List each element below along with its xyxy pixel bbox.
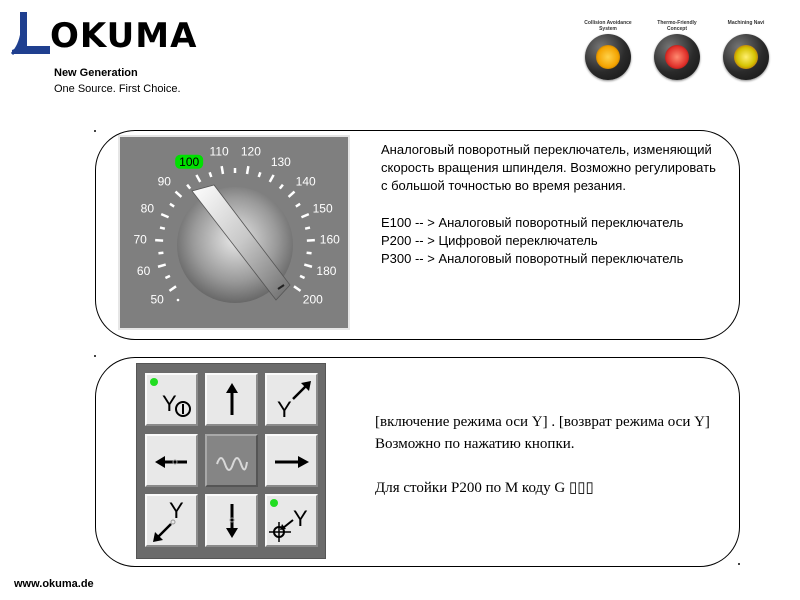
y-mode-icon: [147, 375, 196, 424]
arrow-down-icon: [207, 496, 256, 545]
p200-mcode-text: Для стойки P200 по M коду G ▯▯▯: [375, 480, 594, 496]
dial-label-100: 100: [179, 154, 200, 169]
dial-label-120: 120: [240, 144, 261, 159]
dial-tick: [305, 228, 310, 229]
p200-line: P200 -- > Цифровой переключатель: [381, 232, 598, 248]
okuma-logo: [10, 10, 220, 60]
badge-caption: Machining Navi: [727, 20, 765, 26]
jog-down-button[interactable]: [205, 494, 258, 547]
jog-y-diagonal-up-button[interactable]: [265, 373, 318, 426]
dial-label-150: 150: [312, 201, 333, 216]
dial-label-110: 110: [209, 144, 229, 159]
dial-label-160: 160: [319, 232, 340, 247]
dial-tick: [158, 253, 163, 254]
okuma-logo-mark-icon: [10, 10, 52, 58]
dial-tick: [259, 172, 261, 177]
dial-tick: [210, 172, 212, 177]
arrow-left-icon: [147, 436, 196, 485]
dial-description-text: Аналоговый поворотный переключатель, изменяющий скорость вращения шпинделя. Возможно регулировать с большой точностью во время резания.: [381, 142, 716, 194]
arrow-up-right-y-icon: [267, 375, 316, 424]
logo-wordmark: OKUMA: [50, 16, 198, 56]
wave-icon: [207, 436, 256, 485]
tagline-one-source: One Source. First Choice.: [54, 83, 181, 95]
dial-label-90: 90: [157, 174, 171, 189]
dial-tick: [307, 253, 312, 254]
y-mode-toggle-text: [включение режима оси Y] . [возврат режима оси Y]: [375, 414, 710, 430]
machining-navi-badge: [716, 20, 776, 84]
y-axis-mode-description: [375, 411, 715, 499]
badge-caption: Collision Avoidance System: [584, 20, 632, 32]
dial-label-60: 60: [136, 263, 151, 278]
dial-label-50: 50: [150, 292, 164, 307]
spindle-dial-description: [381, 141, 721, 268]
e100-line: E100 -- > Аналоговый поворотный переключатель: [381, 214, 684, 230]
website-url[interactable]: www.okuma.de: [14, 578, 94, 590]
dial-label-130: 130: [270, 154, 291, 169]
jog-button-grid: [136, 363, 326, 559]
y-return-origin-icon: [267, 496, 316, 545]
thermo-friendly-badge: [647, 20, 707, 84]
dial-label-180: 180: [316, 263, 337, 278]
svg-text:Y: Y: [169, 498, 184, 523]
y-axis-mode-on-button[interactable]: [145, 373, 198, 426]
dial-label-140: 140: [295, 174, 316, 189]
jog-right-button[interactable]: [265, 434, 318, 487]
jog-left-button[interactable]: [145, 434, 198, 487]
p300-line: P300 -- > Аналоговый поворотный переключатель: [381, 251, 684, 267]
svg-text:Y: Y: [277, 397, 292, 422]
dial-tick: [247, 166, 248, 174]
arrow-right-icon: [267, 436, 316, 485]
arrow-up-icon: [207, 375, 256, 424]
tagline-new-generation: New Generation: [54, 67, 138, 79]
jog-y-diagonal-down-button[interactable]: [145, 494, 198, 547]
spindle-override-dial[interactable]: [118, 135, 350, 330]
dial-label-80: 80: [140, 201, 155, 216]
button-press-text: Возможно по нажатию кнопки.: [375, 436, 575, 452]
dial-label-200: 200: [302, 292, 323, 307]
collision-avoidance-badge: [578, 20, 638, 84]
dial-tick: [222, 166, 223, 174]
dial-label-70: 70: [133, 232, 147, 247]
y-axis-return-button[interactable]: [265, 494, 318, 547]
svg-text:Y: Y: [293, 506, 308, 531]
arrow-down-left-y-icon: [147, 496, 196, 545]
badge-caption: Thermo-Friendly Concept: [657, 20, 697, 32]
dial-tick: [160, 228, 165, 229]
svg-text:Y: Y: [162, 391, 177, 416]
rapid-traverse-button[interactable]: [205, 434, 258, 487]
jog-up-button[interactable]: [205, 373, 258, 426]
